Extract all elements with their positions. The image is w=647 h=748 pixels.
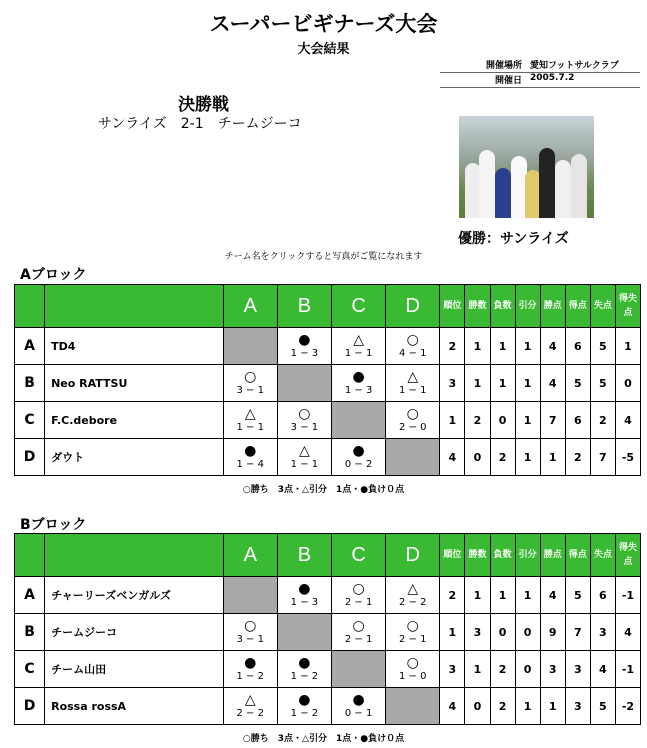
match-score: 1 − 1: [290, 458, 319, 470]
table-header-row: [15, 534, 641, 577]
date-value: 2005.7.2: [530, 73, 575, 83]
stat-value: -2: [615, 688, 640, 725]
header-blank: [45, 285, 224, 328]
header-blank: [45, 534, 224, 577]
row-label: D: [15, 688, 45, 725]
stat-value: 4: [540, 328, 565, 365]
match-result-cell: [332, 614, 386, 651]
match-result-cell: [332, 365, 386, 402]
header-col-c: C: [332, 285, 386, 328]
result-symbol: ●: [298, 654, 311, 671]
page-title: スーパービギナーズ大会: [209, 12, 438, 36]
table-row: [15, 402, 641, 439]
result-symbol: △: [407, 580, 419, 597]
stat-value: 0: [465, 439, 490, 476]
match-result-cell: [386, 328, 440, 365]
stat-value: 4: [540, 577, 565, 614]
stat-value: 3: [440, 651, 465, 688]
team-name-link[interactable]: Neo RATTSU: [45, 365, 224, 402]
match-result-cell: [277, 402, 331, 439]
match-score: 2 − 2: [236, 707, 264, 719]
stat-value: 1: [440, 402, 465, 439]
result-symbol: ○: [244, 617, 257, 634]
stat-value: 1: [615, 328, 640, 365]
self-match-cell: [277, 614, 331, 651]
result-symbol: ●: [298, 580, 311, 597]
match-score: 1 − 4: [236, 458, 264, 470]
stat-value: 1: [465, 328, 490, 365]
team-name-link[interactable]: チャーリーズベンガルズ: [45, 577, 224, 614]
page-subtitle: 大会結果: [297, 42, 350, 57]
stat-value: 4: [440, 688, 465, 725]
match-result-cell: [386, 651, 440, 688]
self-match-cell: [332, 402, 386, 439]
match-score: 1 − 3: [290, 596, 319, 608]
header-stat: 引分: [515, 534, 540, 577]
stat-value: 1: [440, 614, 465, 651]
match-score: 2 − 1: [344, 633, 373, 645]
result-symbol: ○: [244, 368, 257, 385]
stat-value: 1: [465, 651, 490, 688]
stat-value: 4: [440, 439, 465, 476]
stat-value: 1: [490, 577, 515, 614]
stat-value: 3: [440, 365, 465, 402]
header-col-a: A: [223, 285, 277, 328]
stat-value: 2: [490, 651, 515, 688]
team-name-link[interactable]: TD4: [45, 328, 224, 365]
stat-value: 1: [490, 365, 515, 402]
result-symbol: ●: [352, 442, 365, 459]
row-label: C: [15, 402, 45, 439]
stat-value: 2: [565, 439, 590, 476]
row-label: B: [15, 614, 45, 651]
match-score: 0 − 2: [344, 458, 373, 470]
match-score: 3 − 1: [236, 384, 264, 396]
header-col-d: D: [386, 285, 440, 328]
result-symbol: △: [244, 691, 256, 708]
stat-value: 1: [540, 439, 565, 476]
match-score: 0 − 1: [344, 707, 373, 719]
match-result-cell: [332, 577, 386, 614]
result-symbol: ○: [406, 654, 419, 671]
stat-value: 7: [590, 439, 615, 476]
header-stat: 負数: [490, 285, 515, 328]
stat-value: 6: [565, 328, 590, 365]
final-result: サンライズ 2-1 チームジーコ: [98, 116, 302, 132]
stat-value: 1: [515, 577, 540, 614]
stat-value: 0: [490, 614, 515, 651]
match-result-cell: [386, 614, 440, 651]
team-name-link[interactable]: チームジーコ: [45, 614, 224, 651]
result-symbol: △: [407, 368, 419, 385]
result-symbol: ●: [298, 691, 311, 708]
match-result-cell: [223, 439, 277, 476]
match-score: 2 − 2: [399, 596, 427, 608]
block-a-table: [14, 284, 641, 476]
stat-value: 7: [540, 402, 565, 439]
stat-value: 1: [515, 439, 540, 476]
stat-value: 5: [565, 577, 590, 614]
match-result-cell: [223, 402, 277, 439]
header-col-b: B: [277, 285, 331, 328]
table-row: [15, 328, 641, 365]
stat-value: 5: [590, 328, 615, 365]
match-result-cell: [277, 328, 331, 365]
header-stat: 順位: [440, 285, 465, 328]
table-header-row: [15, 285, 641, 328]
stat-value: -5: [615, 439, 640, 476]
stat-value: 3: [590, 614, 615, 651]
stat-value: 2: [440, 577, 465, 614]
result-symbol: ○: [298, 405, 311, 422]
header-stat: 失点: [590, 285, 615, 328]
match-score: 2 − 0: [399, 421, 427, 433]
match-result-cell: [277, 577, 331, 614]
header-col-d: D: [386, 534, 440, 577]
result-symbol: ●: [298, 331, 311, 348]
stat-value: -1: [615, 651, 640, 688]
match-score: 1 − 2: [290, 670, 319, 682]
match-result-cell: [277, 688, 331, 725]
self-match-cell: [332, 651, 386, 688]
stat-value: 1: [465, 365, 490, 402]
header-stat: 勝点: [540, 534, 565, 577]
result-symbol: ○: [352, 580, 365, 597]
stat-value: 1: [490, 328, 515, 365]
table-row: [15, 365, 641, 402]
match-score: 1 − 0: [399, 670, 427, 682]
header-stat: 負数: [490, 534, 515, 577]
stat-value: 3: [565, 651, 590, 688]
match-score: 4 − 1: [399, 347, 427, 359]
result-symbol: ○: [406, 331, 419, 348]
winner-label: 優勝：サンライズ: [458, 231, 569, 247]
date-row: [440, 73, 640, 88]
self-match-cell: [223, 577, 277, 614]
result-symbol: ●: [352, 368, 365, 385]
match-score: 1 − 1: [236, 421, 264, 433]
result-symbol: ○: [406, 405, 419, 422]
match-result-cell: [223, 614, 277, 651]
row-label: A: [15, 328, 45, 365]
table-row: [15, 577, 641, 614]
stat-value: 5: [590, 365, 615, 402]
stat-value: 1: [515, 365, 540, 402]
team-name-link[interactable]: F.C.debore: [45, 402, 224, 439]
stat-value: 4: [590, 651, 615, 688]
table-row: [15, 439, 641, 476]
match-result-cell: [223, 365, 277, 402]
stat-value: 5: [565, 365, 590, 402]
match-score: 1 − 1: [399, 384, 427, 396]
stat-value: 2: [590, 402, 615, 439]
header-stat: 勝数: [465, 285, 490, 328]
row-label: C: [15, 651, 45, 688]
match-score: 3 − 1: [236, 633, 264, 645]
header-blank: [15, 534, 45, 577]
header-col-a: A: [223, 534, 277, 577]
match-result-cell: [332, 328, 386, 365]
stat-value: 0: [515, 614, 540, 651]
venue-value: 愛知フットサルクラブ: [530, 61, 619, 71]
self-match-cell: [223, 328, 277, 365]
self-match-cell: [386, 688, 440, 725]
stat-value: 4: [615, 614, 640, 651]
date-label: 開催日: [494, 76, 522, 86]
team-name-link[interactable]: チーム山田: [45, 651, 224, 688]
stat-value: 3: [465, 614, 490, 651]
match-result-cell: [277, 439, 331, 476]
match-result-cell: [386, 577, 440, 614]
match-score: 2 − 1: [399, 633, 427, 645]
header-stat: 得失点: [615, 285, 640, 328]
stat-value: 0: [615, 365, 640, 402]
stat-value: 1: [515, 688, 540, 725]
stat-value: 2: [490, 688, 515, 725]
table-row: [15, 651, 641, 688]
result-symbol: ○: [406, 617, 419, 634]
match-result-cell: [386, 402, 440, 439]
team-name-link[interactable]: Rossa rossA: [45, 688, 224, 725]
stat-value: 1: [515, 328, 540, 365]
table-row: [15, 688, 641, 725]
stat-value: 1: [515, 402, 540, 439]
header-stat: 引分: [515, 285, 540, 328]
header-stat: 順位: [440, 534, 465, 577]
self-match-cell: [277, 365, 331, 402]
match-score: 2 − 1: [344, 596, 373, 608]
match-score: 1 − 2: [236, 670, 264, 682]
stat-value: 6: [565, 402, 590, 439]
final-heading: 決勝戦: [178, 95, 229, 115]
block-a-legend: ○勝ち 3点・△引分 1点・●負け０点: [242, 485, 405, 495]
team-name-link[interactable]: ダウト: [45, 439, 224, 476]
stat-value: 3: [540, 651, 565, 688]
stat-value: 4: [540, 365, 565, 402]
result-symbol: ●: [352, 691, 365, 708]
stat-value: 0: [465, 688, 490, 725]
stat-value: 9: [540, 614, 565, 651]
header-blank: [15, 285, 45, 328]
stat-value: 3: [565, 688, 590, 725]
match-score: 3 − 1: [290, 421, 319, 433]
match-result-cell: [223, 651, 277, 688]
match-result-cell: [332, 439, 386, 476]
result-symbol: ●: [244, 442, 257, 459]
stat-value: 2: [490, 439, 515, 476]
header-col-c: C: [332, 534, 386, 577]
match-score: 1 − 3: [290, 347, 319, 359]
header-stat: 勝数: [465, 534, 490, 577]
match-result-cell: [386, 365, 440, 402]
result-symbol: △: [244, 405, 256, 422]
match-score: 1 − 3: [344, 384, 373, 396]
header-stat: 失点: [590, 534, 615, 577]
stat-value: 0: [515, 651, 540, 688]
block-b-title: Bブロック: [20, 517, 87, 533]
block-b-table: [14, 533, 641, 725]
header-stat: 得点: [565, 285, 590, 328]
click-instruction: チーム名をクリックすると写真がご覧になれます: [224, 252, 423, 262]
winner-team-photo[interactable]: [459, 116, 594, 218]
stat-value: 0: [490, 402, 515, 439]
stat-value: 6: [590, 577, 615, 614]
self-match-cell: [386, 439, 440, 476]
block-a-title: Aブロック: [20, 267, 87, 283]
stat-value: 2: [465, 402, 490, 439]
stat-value: 5: [590, 688, 615, 725]
venue-row: [440, 58, 640, 73]
stat-value: 4: [615, 402, 640, 439]
stat-value: 1: [540, 688, 565, 725]
match-result-cell: [277, 651, 331, 688]
header-stat: 勝点: [540, 285, 565, 328]
row-label: D: [15, 439, 45, 476]
row-label: B: [15, 365, 45, 402]
match-result-cell: [332, 688, 386, 725]
header-stat: 得点: [565, 534, 590, 577]
stat-value: 2: [440, 328, 465, 365]
stat-value: 7: [565, 614, 590, 651]
result-symbol: ●: [244, 654, 257, 671]
header-col-b: B: [277, 534, 331, 577]
match-score: 1 − 1: [344, 347, 373, 359]
stat-value: -1: [615, 577, 640, 614]
result-symbol: ○: [352, 617, 365, 634]
venue-label: 開催場所: [485, 61, 522, 71]
stat-value: 1: [465, 577, 490, 614]
block-b-legend: ○勝ち 3点・△引分 1点・●負け０点: [242, 734, 405, 744]
result-symbol: △: [353, 331, 364, 348]
match-score: 1 − 2: [290, 707, 319, 719]
header-stat: 得失点: [615, 534, 640, 577]
result-symbol: △: [299, 442, 310, 459]
table-row: [15, 614, 641, 651]
row-label: A: [15, 577, 45, 614]
match-result-cell: [223, 688, 277, 725]
